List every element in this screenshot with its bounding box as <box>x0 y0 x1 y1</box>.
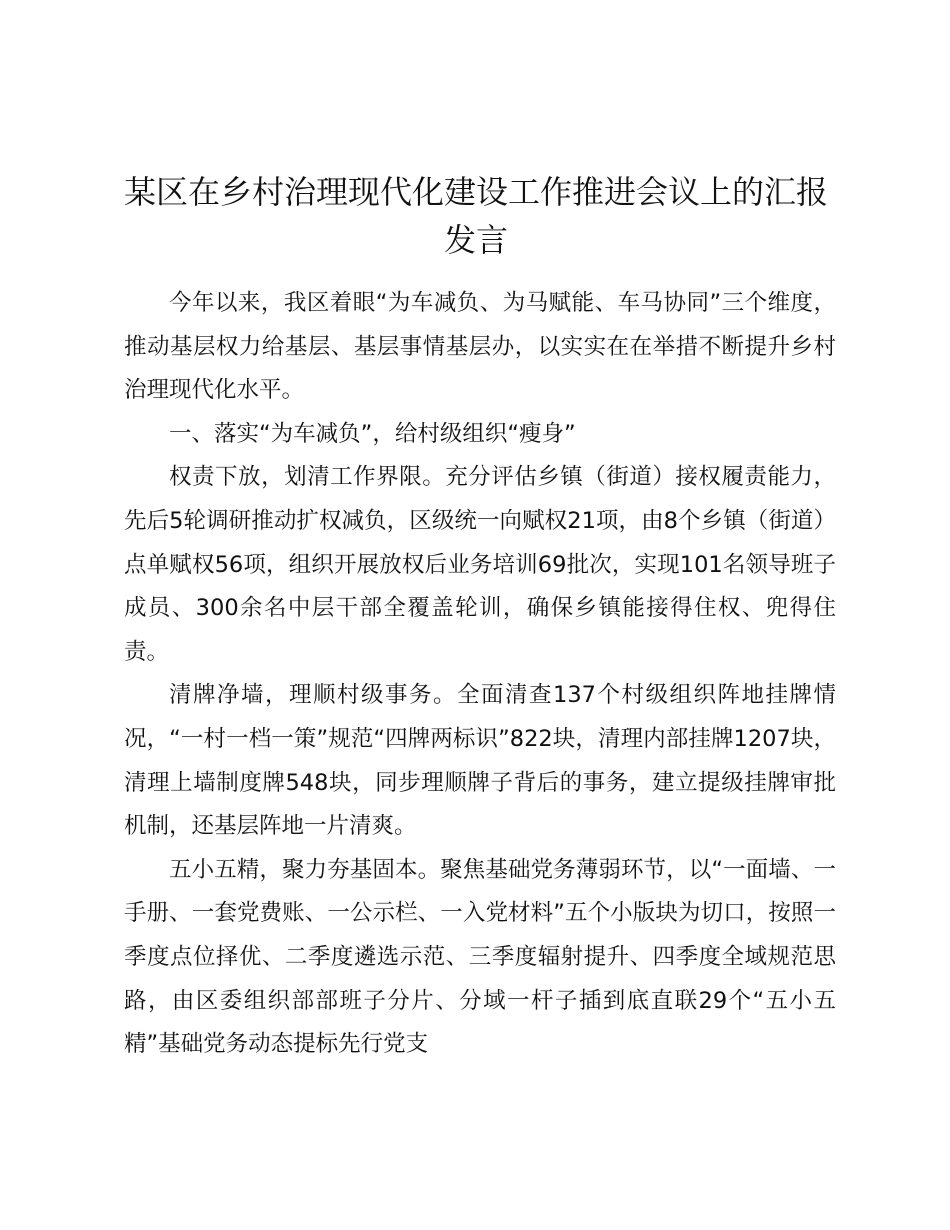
document-title: 某区在乡村治理现代化建设工作推进会议上的汇报发言 <box>123 173 828 259</box>
paragraph-sign-cleanup: 清牌净墙，理顺村级事务。全面清查137个村级组织阵地挂牌情况，“一村一档一策”规范“四牌两标识”822块，清理内部挂牌1207块，清理上墙制度牌548块，同步理顺牌子背后的事务，建立提级挂牌审批机制，还基层阵地一片清爽。 <box>124 682 836 840</box>
document-body <box>124 282 836 1067</box>
paragraph-five-small-five-fine: 五小五精，聚力夯基固本。聚焦基础党务薄弱环节，以“一面墙、一手册、一套党费账、一公示栏、一入党材料”五个小版块为切口，按照一季度点位择优、二季度遴选示范、三季度辐射提升、四季度全域规范思路，由区委组织部部班子分片、分域一杆子插到底直联29个“五小五精”基础党务动态提标先行党支 <box>124 856 836 1058</box>
section-heading-1: 一、落实“为车减负”，给村级组织“瘦身” <box>169 420 576 447</box>
paragraph-intro: 今年以来，我区着眼“为车减负、为马赋能、车马协同”三个维度，推动基层权力给基层、基层事情基层办，以实实在在举措不断提升乡村治理现代化水平。 <box>124 290 836 404</box>
paragraph-power-delegation: 权责下放，划清工作界限。充分评估乡镇（街道）接权履责能力，先后5轮调研推动扩权减负，区级统一向赋权21项，由8个乡镇（街道）点单赋权56项，组织开展放权后业务培训69批次，实现101名领导班子成员、300余名中层干部全覆盖轮训，确保乡镇能接得住权、兜得住责。 <box>124 464 836 665</box>
